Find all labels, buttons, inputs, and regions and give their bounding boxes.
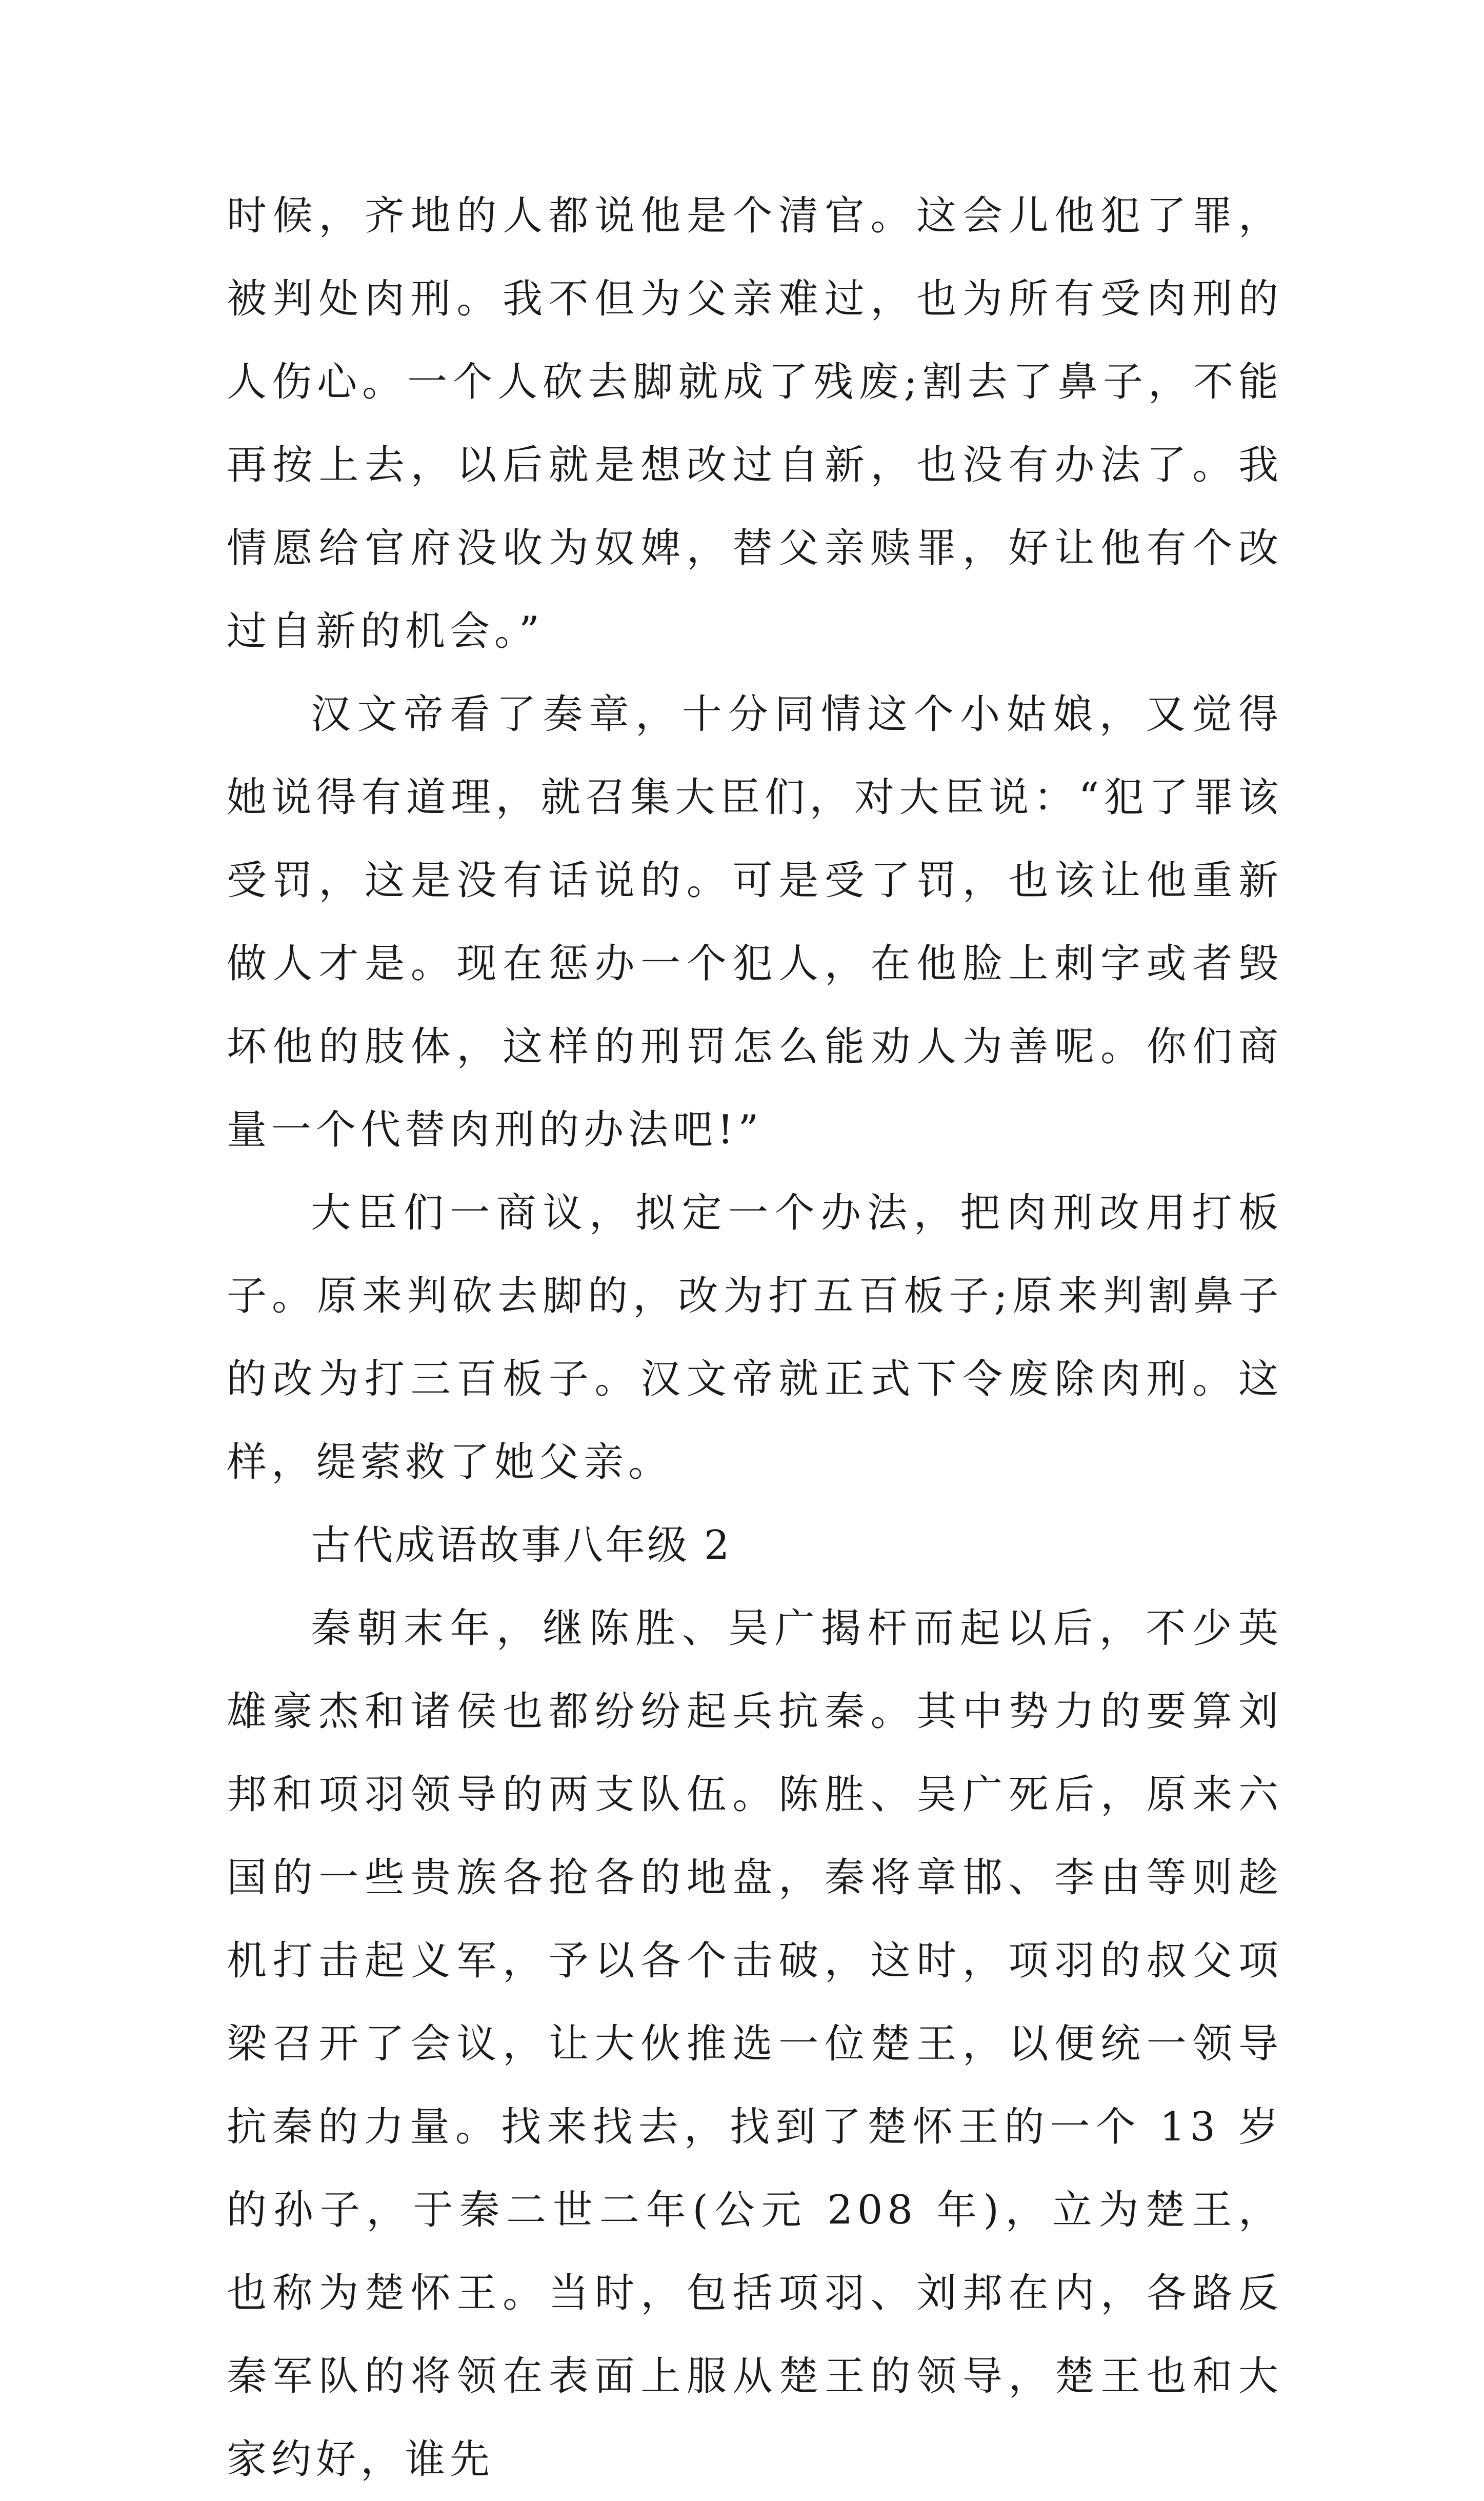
paragraph-qin-dynasty: 秦朝末年，继陈胜、吴广揭杆而起以后，不少英雄豪杰和诸侯也都纷纷起兵抗秦。其中势力的要算刘邦和项羽领导的两支队伍。陈胜、吴广死后，原来六国的一些贵族各抢各的地盘，秦将章邯、李由等则趁机打击起义军，予以各个击破，这时，项羽的叔父项梁召开了会议，让大伙推选一位楚王，以便统一领导抗秦的力量。找来找去，找到了楚怀王的一个 13 岁的孙子，于秦二世二年(公元 208 年)，立为楚王，也称为楚怀王。当时，包括项羽、刘邦在内，各路反秦军队的将领在表面上服从楚王的领导，楚王也和大家约好，谁先 (227, 1605, 1283, 2483)
section-heading: 古代成语故事八年级 2 (311, 1522, 732, 1569)
document-body (227, 174, 1283, 2501)
paragraph-emperor-response: 汉文帝看了奏章，十分同情这个小姑娘，又觉得她说得有道理，就召集大臣们，对大臣说：“犯了罪该受罚，这是没有话说的。可是受了罚，也该让他重新做人才是。现在惩办一个犯人，在他脸上刺字或者毁坏他的肢体，这样的刑罚怎么能劝人为善呢。你们商量一个代替肉刑的办法吧!” (227, 691, 1283, 1153)
paragraph-continuation: 时候，齐地的人都说他是个清官。这会儿他犯了罪，被判处肉刑。我不但为父亲难过，也为所有受肉刑的人伤心。一个人砍去脚就成了残废;割去了鼻子，不能再按上去，以后就是想改过自新，也没有办法了。我情愿给官府没收为奴婢，替父亲赎罪，好让他有个改过自新的机会。” (227, 193, 1283, 654)
paragraph-ministers-decision: 大臣们一商议，拟定一个办法，把肉刑改用打板子。原来判砍去脚的，改为打五百板子;原来判割鼻子的改为打三百板子。汉文帝就正式下令废除肉刑。这样，缇萦救了她父亲。 (227, 1190, 1283, 1485)
